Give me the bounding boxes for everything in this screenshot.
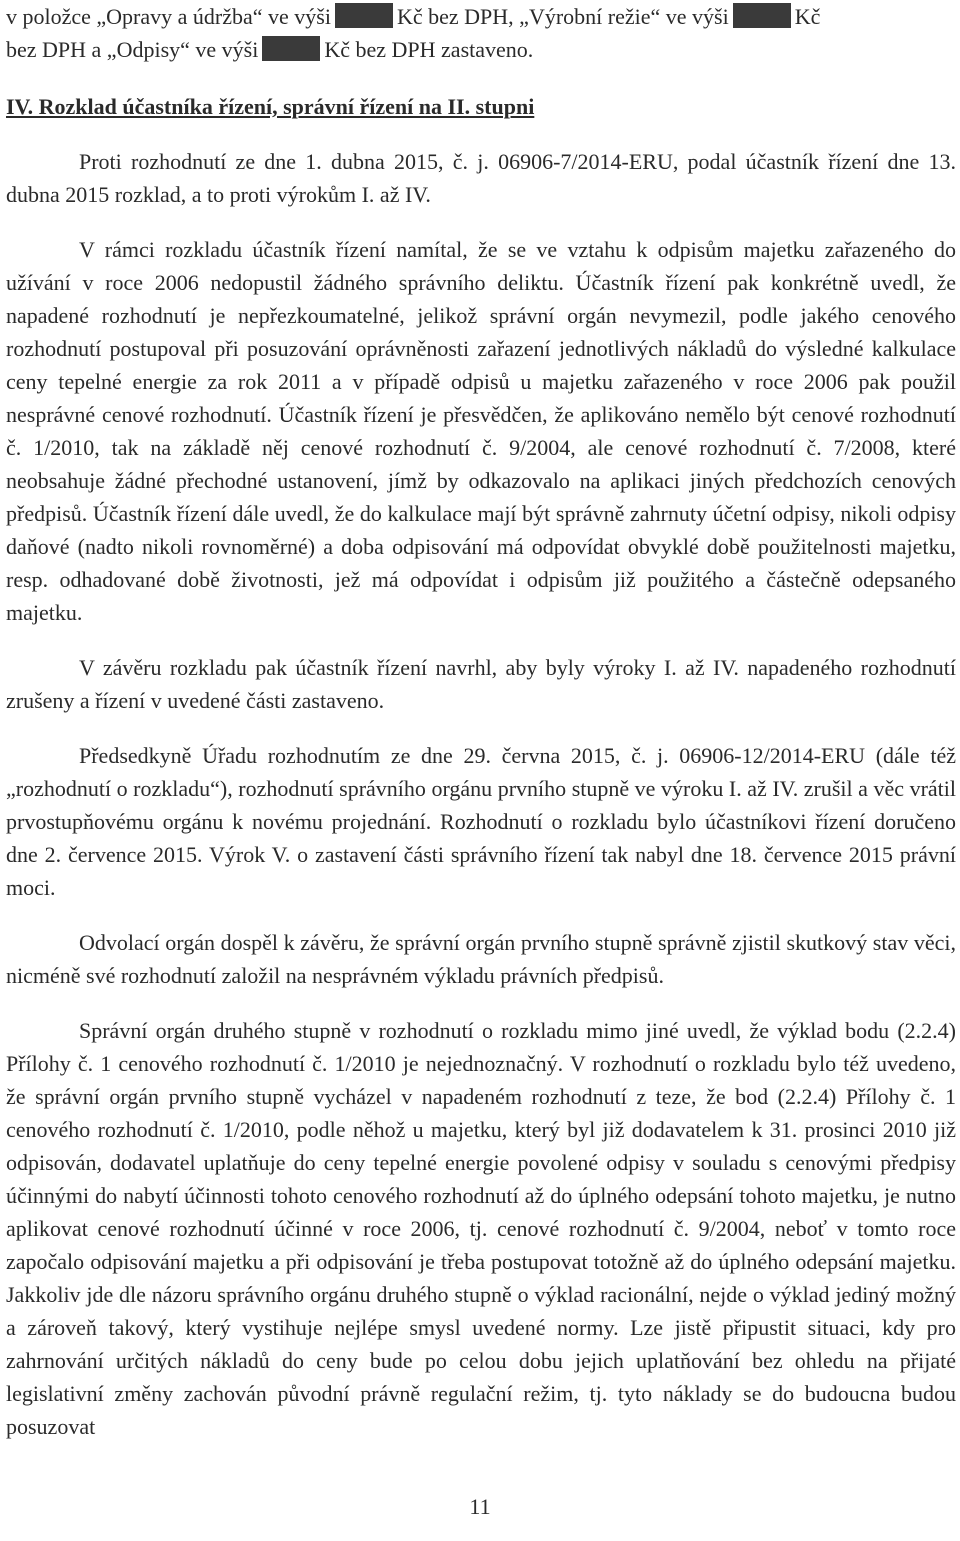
redaction-box (335, 3, 393, 28)
header-text-1: v položce „Opravy a údržba“ ve výši (6, 4, 331, 29)
section-heading: IV. Rozklad účastníka řízení, správní řízení na II. stupni (6, 94, 535, 119)
header-text-4: bez DPH a „Odpisy“ ve výši (6, 37, 259, 62)
paragraph: Odvolací orgán dospěl k závěru, že správní orgán prvního stupně správně zjistil skutkový stav věci, nicméně své rozhodnutí založil na nesprávném výkladu právních předpisů. (6, 930, 956, 988)
document-page (6, 0, 956, 1443)
paragraph: Proti rozhodnutí ze dne 1. dubna 2015, č. j. 06906-7/2014-ERU, podal účastník řízení dne 13. dubna 2015 rozklad, a to proti výrokům I. až IV. (6, 149, 956, 207)
redaction-box (733, 3, 791, 28)
header-text-2: Kč bez DPH, „Výrobní režie“ ve výši (396, 4, 729, 29)
paragraph: Správní orgán druhého stupně v rozhodnutí o rozkladu mimo jiné uvedl, že výklad bodu (2.2.4) Přílohy č. 1 cenového rozhodnutí č. 1/2010 je nejednoznačný. V rozhodnutí o rozkladu bylo též uvedeno, že správní orgán prvního stupně vycházel v napadeném rozhodnutí z teze, že bod (2.2.4) Přílohy č. 1 cenového rozhodnutí č. 1/2010, podle něhož u majetku, který byl již dodavatelem k 31. prosinci 2010 již odpisován, dodavatel uplatňuje do ceny tepelné energie povolené odpisy v souladu s cenovými předpisy účinnými do nabytí účinnosti tohoto cenového rozhodnutí až do úplného odepsání tohoto majetku, je nutno aplikovat cenové rozhodnutí účinné v roce 2006, tj. cenové rozhodnutí č. 9/2004, neboť v tomto roce započalo odpisování majetku a při odpisování je třeba postupovat totožně až do úplného odepsání majetku. Jakkoliv jde dle názoru správního orgánu druhého stupně o výklad racionální, nejde o výklad jediný možný a zároveň takový, který vystihuje nejlépe smysl uvedené normy. Lze jistě připustit situaci, kdy pro zahrnování určitých nákladů do ceny bude po celou dobu jejich uplatňování bez ohledu na přijaté legislativní změny zachován původní právně regulační režim, tj. tyto náklady se do budoucna budou posuzovat (6, 1018, 956, 1439)
header-paragraph (6, 0, 956, 66)
header-text-3: Kč (794, 4, 821, 29)
paragraph: V rámci rozkladu účastník řízení namítal, že se ve vztahu k odpisům majetku zařazeného do užívání v roce 2006 nedopustil žádného správního deliktu. Účastník řízení pak konkrétně uvedl, že napadené rozhodnutí je nepřezkoumatelné, jelikož správní orgán nevymezil, podle jakého cenového rozhodnutí postupoval při posuzování oprávněnosti zařazení jednotlivých nákladů do výsledné kalkulace ceny tepelné energie za rok 2011 a v případě odpisů u majetku zařazeného v roce 2006 pak použil nesprávné cenové rozhodnutí. Účastník řízení je přesvědčen, že aplikováno nemělo být cenové rozhodnutí č. 1/2010, tak na základě něj cenové rozhodnutí č. 9/2004, ale cenové rozhodnutí č. 7/2008, které neobsahuje žádné přechodné ustanovení, jímž by odkazovalo na aplikaci jiných předchozích cenových předpisů. Účastník řízení dále uvedl, že do kalkulace mají být správně zahrnuty účetní odpisy, nikoli odpisy daňové (nadto nikoli rovnoměrné) a doba odpisování má odpovídat obvyklé době použitelnosti majetku, resp. odhadované době životnosti, jež má odpovídat i odpisům již použitého a částečně odepsaného majetku. (6, 237, 956, 625)
header-text-5: Kč bez DPH zastaveno. (324, 37, 534, 62)
redaction-box (262, 36, 320, 61)
page-number: 11 (469, 1494, 491, 1519)
paragraph: Předsedkyně Úřadu rozhodnutím ze dne 29. června 2015, č. j. 06906-12/2014-ERU (dále též „rozhodnutí o rozkladu“), rozhodnutí správního orgánu prvního stupně ve výroku I. až IV. zrušil a věc vrátil prvostupňovému orgánu k novému projednání. Rozhodnutí o rozkladu bylo účastníkovi řízení doručeno dne 2. července 2015. Výrok V. o zastavení části správního řízení tak nabyl dne 18. července 2015 právní moci. (6, 743, 956, 900)
paragraph: V závěru rozkladu pak účastník řízení navrhl, aby byly výroky I. až IV. napadeného rozhodnutí zrušeny a řízení v uvedené části zastaveno. (6, 655, 956, 713)
